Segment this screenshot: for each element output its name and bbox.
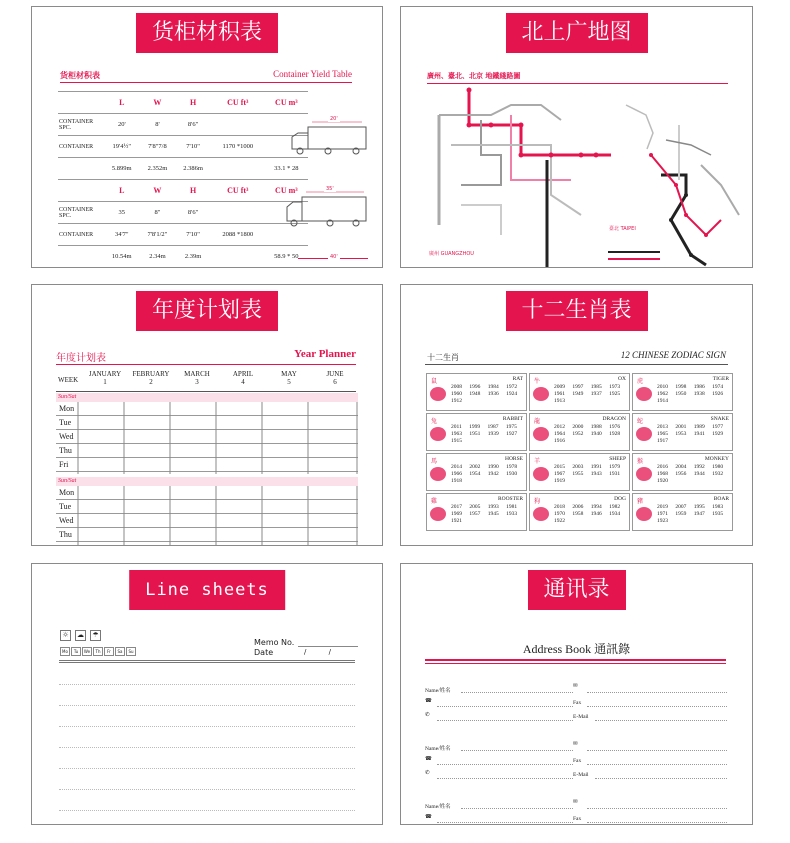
zodiac-years: 2012 2000 1988 1976 1964 1952 1940 1928 1916 (554, 424, 621, 444)
address-title: Address Book 通訊錄 (522, 642, 631, 656)
zodiac-name-en: BOAR (713, 496, 729, 502)
col-header: H (175, 92, 211, 114)
month-header-row (82, 370, 358, 386)
mobile-field[interactable] (437, 778, 573, 779)
zodiac-name-cn: 猴 (637, 459, 644, 465)
address-field[interactable] (587, 692, 727, 693)
weather-icons (60, 630, 101, 641)
truck-icon (288, 119, 370, 159)
truck-icon (284, 189, 370, 231)
weekday-box[interactable]: Th (93, 647, 103, 656)
zodiac-name-cn: 狗 (534, 499, 541, 505)
table-title-en: Container Yield Table (273, 69, 352, 79)
address-icon: ✉ (573, 741, 578, 747)
memo-no-field[interactable] (298, 646, 358, 647)
table-row: CONTAINER 19'4½" 7'8"7/8 7'10" 1170 *1000 (58, 136, 308, 158)
month-header: JUNE 6 (326, 370, 344, 386)
zodiac-animal-icon (636, 427, 652, 441)
zodiac-title-cn: 十二生肖 (427, 353, 459, 362)
zodiac-animal-icon (533, 387, 549, 401)
phone-icon: ☎ (425, 814, 432, 820)
zodiac-name-en: SNAKE (710, 416, 729, 422)
zodiac-name-cn: 馬 (431, 459, 438, 465)
zodiac-years: 2008 1996 1984 1972 1960 1948 1936 1924 1912 (451, 384, 518, 404)
panel-zodiac (400, 284, 753, 546)
title-rule (425, 364, 728, 365)
zodiac-years: 2016 2004 1992 1980 1968 1956 1944 1932 1920 (657, 464, 724, 484)
zodiac-cell (529, 493, 630, 531)
fax-label: Fax (573, 700, 582, 706)
name-label: Name/姓名 (425, 688, 451, 694)
panel-title-badge: Line sheets (129, 570, 285, 610)
zodiac-name-en: HORSE (504, 456, 523, 462)
zodiac-animal-icon (430, 507, 446, 521)
table-header-row (58, 268, 308, 269)
zodiac-cell (632, 373, 733, 411)
panel-title-badge: 年度计划表 (136, 291, 278, 331)
zodiac-name-en: DRAGON (602, 416, 626, 422)
zodiac-years: 2019 2007 1995 1983 1971 1959 1947 1935 1923 (657, 504, 724, 524)
fax-field[interactable] (587, 764, 727, 765)
header-rule (56, 391, 356, 392)
table-row: 10.54m 2.34m 2.39m 58.9 * 50 (58, 246, 308, 268)
month-header: MAY 5 (281, 370, 297, 386)
weekday-box[interactable]: Tu (71, 647, 81, 656)
sun-icon: ☼ (60, 630, 71, 641)
writing-line[interactable] (59, 705, 355, 706)
email-field[interactable] (595, 720, 727, 721)
zodiac-cell (632, 453, 733, 491)
day-row: Mon (56, 486, 358, 500)
day-row: Tue (56, 500, 358, 514)
panel-address-book (400, 563, 753, 825)
zodiac-animal-icon (430, 387, 446, 401)
zodiac-animal-icon (430, 467, 446, 481)
zodiac-name-cn: 豬 (637, 499, 644, 505)
table-header-row: L W H CU ft³ CU m³ (58, 180, 308, 202)
month-header: FEBRUARY 2 (132, 370, 170, 386)
table-title-cn: 货柜材积表 (60, 71, 100, 80)
zodiac-years: 2010 1998 1986 1974 1962 1950 1938 1926 1914 (657, 384, 724, 404)
zodiac-name-en: ROOSTER (497, 496, 523, 502)
month-header: MARCH 3 (184, 370, 210, 386)
day-row: Wed (56, 430, 358, 444)
planner-title-en: Year Planner (294, 348, 356, 360)
day-row: Tue (56, 416, 358, 430)
email-label: E-Mail (573, 772, 589, 778)
sun-sat-label: Sun/Sat (56, 393, 358, 402)
name-field[interactable] (461, 750, 573, 751)
col-header: L (104, 92, 140, 114)
phone-field[interactable] (437, 706, 573, 707)
zodiac-cell (529, 373, 630, 411)
truck-length-label: 40' (330, 254, 338, 260)
mobile-icon: ✆ (425, 712, 430, 718)
rain-icon: ☂ (90, 630, 101, 641)
cloud-icon: ☁ (77, 631, 84, 639)
zodiac-name-en: SHEEP (609, 456, 626, 462)
email-label: E-Mail (573, 714, 589, 720)
map-legend (608, 251, 660, 260)
month-header: APRIL 4 (232, 370, 254, 386)
name-label: Name/姓名 (425, 804, 451, 810)
address-entries (401, 564, 753, 825)
panel-metro-map (400, 6, 753, 268)
panel-year-planner (31, 284, 383, 546)
zodiac-animal-icon (533, 427, 549, 441)
map-title: 廣州、臺北、北京 地鐵綫路圖 (427, 72, 521, 80)
zodiac-name-cn: 龍 (534, 419, 541, 425)
day-row: Thu (56, 528, 358, 542)
writing-line[interactable] (59, 768, 355, 769)
address-icon: ✉ (573, 683, 578, 689)
zodiac-name-cn: 蛇 (637, 419, 644, 425)
name-field[interactable] (461, 692, 573, 693)
writing-line[interactable] (59, 684, 355, 685)
zodiac-years: 2011 1999 1987 1975 1963 1951 1939 1927 1915 (451, 424, 518, 444)
fax-label: Fax (573, 758, 582, 764)
address-field[interactable] (587, 808, 727, 809)
zodiac-cell (426, 373, 527, 411)
zodiac-name-cn: 羊 (534, 459, 541, 465)
zodiac-cell (632, 413, 733, 451)
zodiac-name-cn: 牛 (534, 379, 541, 385)
zodiac-animal-icon (533, 507, 549, 521)
zodiac-name-en: OX (618, 376, 626, 382)
panel-container-yield (31, 6, 383, 268)
zodiac-years: 2014 2002 1990 1978 1966 1954 1942 1930 1918 (451, 464, 518, 484)
zodiac-animal-icon (636, 387, 652, 401)
weekday-boxes (60, 647, 136, 656)
zodiac-name-cn: 虎 (637, 379, 644, 385)
weekday-box[interactable]: Sa (115, 647, 125, 656)
zodiac-animal-icon (636, 467, 652, 481)
zodiac-animal-icon (430, 427, 446, 441)
fax-field[interactable] (587, 706, 727, 707)
container-table (58, 91, 308, 268)
table-row: CONTAINER SPC. 20' 8' 8'6" (58, 114, 308, 136)
address-field[interactable] (587, 750, 727, 751)
fax-label: Fax (573, 816, 582, 822)
zodiac-name-cn: 兔 (431, 419, 438, 425)
zodiac-cell (426, 453, 527, 491)
header-rule (59, 660, 355, 663)
address-icon: ✉ (573, 799, 578, 805)
phone-field[interactable] (437, 764, 573, 765)
name-label: Name/姓名 (425, 746, 451, 752)
map-label-guangzhou: 廣州 GUANGZHOU (429, 251, 474, 257)
date-field[interactable]: / / (304, 648, 331, 656)
fax-field[interactable] (587, 822, 727, 823)
title-rule (60, 82, 352, 83)
weekday-box[interactable]: Fr (104, 647, 114, 656)
planner-grid (56, 402, 358, 546)
date-label: Date (254, 648, 274, 657)
panel-title-badge: 货柜材积表 (136, 13, 278, 53)
zodiac-title-en: 12 CHINESE ZODIAC SIGN (620, 350, 726, 360)
day-row: Fri (56, 458, 358, 472)
title-rule (56, 364, 356, 365)
col-header: CU m³ (265, 92, 308, 114)
zodiac-cell (426, 413, 527, 451)
zodiac-years: 2018 2006 1994 1982 1970 1958 1946 1934 1922 (554, 504, 621, 524)
zodiac-animal-icon (636, 507, 652, 521)
zodiac-name-en: MONKEY (704, 456, 729, 462)
email-field[interactable] (595, 778, 727, 779)
writing-line[interactable] (59, 726, 355, 727)
zodiac-cell (426, 493, 527, 531)
zodiac-name-en: RAT (512, 376, 523, 382)
zodiac-name-cn: 鼠 (431, 379, 438, 385)
table-header-row (58, 92, 308, 114)
mobile-field[interactable] (437, 720, 573, 721)
writing-line[interactable] (59, 789, 355, 790)
zodiac-name-en: DOG (614, 496, 626, 502)
zodiac-cell (529, 453, 630, 491)
col-header: W (140, 92, 176, 114)
zodiac-cell (632, 493, 733, 531)
day-row: Thu (56, 444, 358, 458)
planner-title-cn: 年度计划表 (56, 353, 106, 364)
writing-line[interactable] (59, 747, 355, 748)
writing-line[interactable] (59, 810, 355, 811)
table-row: CONTAINER 34'7" 7'8'1/2" 7'10" 2088 *1800 (58, 224, 308, 246)
truck-length-label: 20' (330, 116, 338, 122)
zodiac-animal-icon (533, 467, 549, 481)
weekday-box[interactable]: Su (126, 647, 136, 656)
table-row: CONTAINER SPC. 35 8" 8'6" (58, 202, 308, 224)
zodiac-years: 2015 2003 1991 1979 1967 1955 1943 1931 1919 (554, 464, 621, 484)
day-row: Mon (56, 402, 358, 416)
weekday-box[interactable]: Mo (60, 647, 70, 656)
col-header: CU ft³ (211, 92, 265, 114)
panel-title-badge: 通讯录 (527, 570, 625, 610)
phone-icon: ☎ (425, 698, 432, 704)
phone-icon: ☎ (425, 756, 432, 762)
title-rule (427, 83, 728, 84)
zodiac-name-cn: 雞 (431, 499, 438, 505)
phone-field[interactable] (437, 822, 573, 823)
month-header: JANUARY 1 (88, 370, 122, 386)
table-row: 5.899m 2.352m 2.386m 33.1 * 28 (58, 158, 308, 180)
panel-title-badge: 北上广地图 (505, 13, 647, 53)
zodiac-name-en: RABBIT (502, 416, 523, 422)
zodiac-years: 2009 1997 1985 1973 1961 1949 1937 1925 1913 (554, 384, 621, 404)
map-label-taipei: 臺北 TAIPEI (609, 226, 636, 232)
zodiac-name-en: TIGER (712, 376, 729, 382)
panel-title-badge: 十二生肖表 (505, 291, 647, 331)
zodiac-grid (426, 373, 732, 533)
zodiac-years: 2017 2005 1993 1981 1969 1957 1945 1933 1921 (451, 504, 518, 524)
panel-line-sheets (31, 563, 383, 825)
name-field[interactable] (461, 808, 573, 809)
day-row: Wed (56, 514, 358, 528)
zodiac-cell (529, 413, 630, 451)
sun-sat-label: Sun/Sat (56, 477, 358, 486)
truck-length-label: 35' (326, 186, 334, 192)
zodiac-years: 2013 2001 1989 1977 1965 1953 1941 1929 1917 (657, 424, 724, 444)
week-label: WEEK (58, 376, 79, 384)
memo-no-label: Memo No. (254, 638, 295, 647)
mobile-icon: ✆ (425, 770, 430, 776)
metro-map-graphic (421, 85, 751, 268)
weekday-box[interactable]: We (83, 649, 91, 654)
